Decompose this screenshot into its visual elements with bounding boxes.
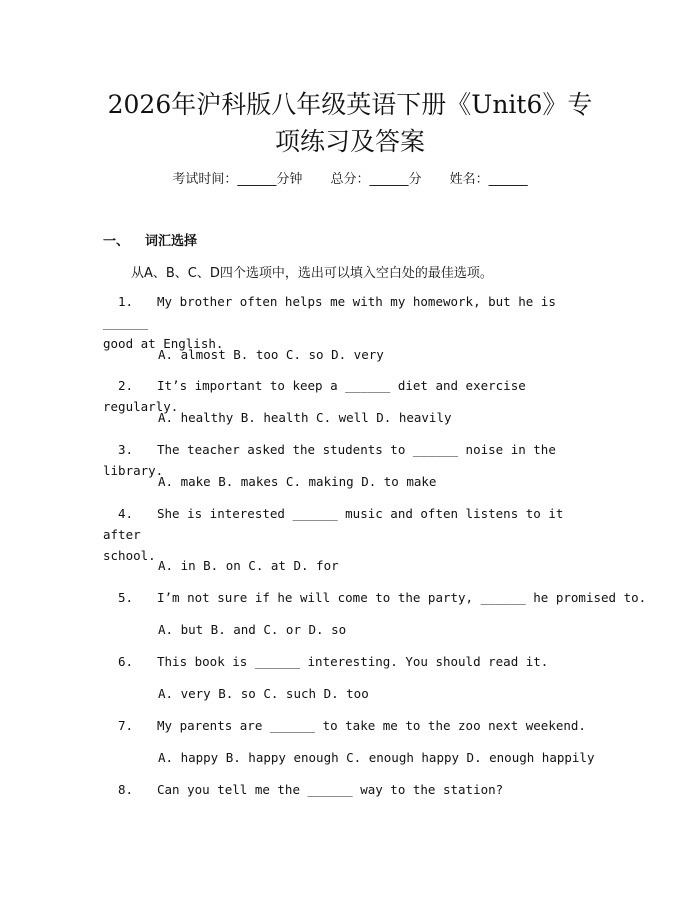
section-instruction: 从A、B、C、D四个选项中，选出可以填入空白处的最佳选项。: [131, 266, 493, 281]
question-text: Can you tell me the ______ way to the station?: [157, 782, 504, 797]
question-1: [103, 291, 603, 354]
question-text: I’m not sure if he will come to the party, ______ he promised to.: [157, 590, 647, 605]
question-6-options: A. very B. so C. such D. too: [158, 686, 369, 701]
exam-time: 考试时间：______分钟: [172, 172, 303, 187]
question-4-options: A. in B. on C. at D. for: [158, 558, 339, 573]
student-name: 姓名：______: [449, 172, 528, 187]
question-number: 2.: [117, 378, 133, 393]
question-3-options: A. make B. makes C. making D. to make: [158, 474, 437, 489]
question-number: 1.: [117, 294, 133, 309]
question-number: 5.: [117, 590, 133, 605]
question-text: It’s important to keep a ______ diet and exercise regularly.: [103, 378, 526, 414]
section-heading: [103, 230, 197, 249]
exam-meta: [0, 168, 700, 187]
question-number: 4.: [117, 506, 133, 521]
question-number: 3.: [117, 442, 133, 457]
question-text-continued: school.: [103, 548, 156, 563]
question-text: My brother often helps me with my homework, but he is ______: [103, 294, 556, 330]
question-text-continued: good at English.: [103, 336, 224, 351]
question-5: [103, 587, 663, 608]
question-number: 6.: [117, 654, 133, 669]
question-4: [103, 503, 603, 566]
question-number: 8.: [117, 782, 133, 797]
question-7-options: A. happy B. happy enough C. enough happy D. enough happily: [158, 750, 595, 765]
question-text: The teacher asked the students to ______ noise in the library.: [103, 442, 556, 478]
question-7: [103, 715, 603, 736]
question-text: She is interested ______ music and often listens to it after: [103, 506, 564, 542]
document-title-line-2: 项练习及答案: [274, 127, 425, 156]
question-1-options: A. almost B. too C. so D. very: [158, 347, 384, 362]
question-text: This book is ______ interesting. You should read it.: [157, 654, 549, 669]
section-number: 一、: [103, 234, 130, 249]
question-6: [103, 651, 603, 672]
question-text: My parents are ______ to take me to the zoo next weekend.: [157, 718, 586, 733]
document-title-line-1: 2026年沪科版八年级英语下册《Unit6》专: [107, 90, 593, 119]
question-number: 7.: [117, 718, 133, 733]
question-8: [103, 779, 603, 800]
exam-score: 总分：______分: [330, 172, 422, 187]
question-2-options: A. healthy B. health C. well D. heavily: [158, 410, 452, 425]
question-5-options: A. but B. and C. or D. so: [158, 622, 347, 637]
section-title: 词汇选择: [145, 234, 198, 249]
